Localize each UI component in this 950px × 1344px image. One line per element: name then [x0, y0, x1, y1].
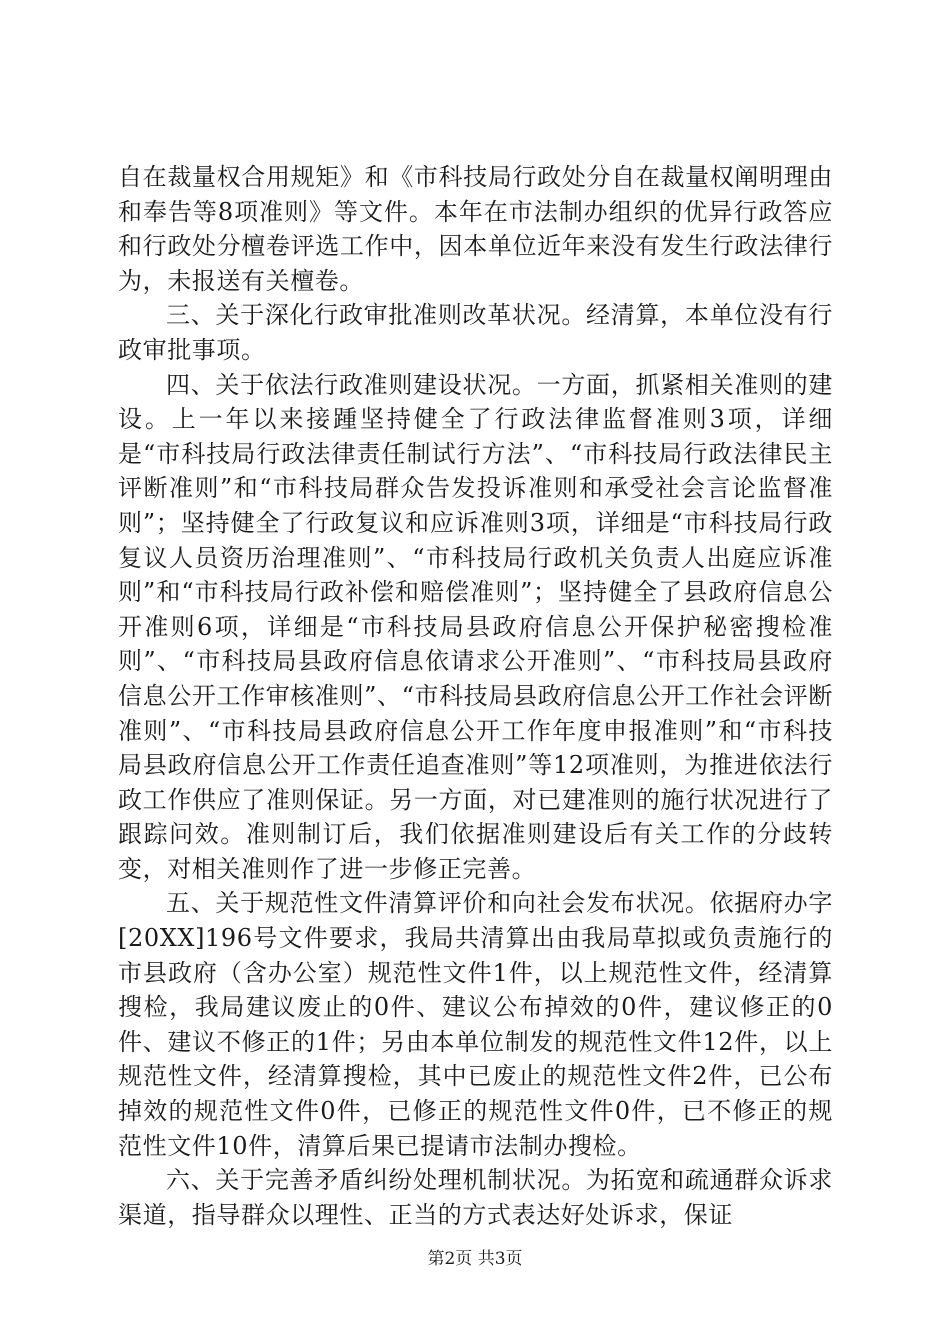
document-body: [118, 160, 833, 1232]
paragraph-section-three: 三、关于深化行政审批准则改革状况。经清算，本单位没有行政审批事项。: [118, 301, 833, 364]
paragraph-continuation: 自在裁量权合用规矩》和《市科技局行政处分自在裁量权阐明理由和奉告等8项准则》等文件。本年在市法制办组织的优异行政答应和行政处分檀卷评选工作中，因本单位近年来没有发生行政法律行为，未报送有关檀卷。: [118, 163, 833, 295]
paragraph-section-four: 四、关于依法行政准则建设状况。一方面，抓紧相关准则的建设。上一年以来接踵坚持健全了行政法律监督准则3项，详细是“市科技局行政法律责任制试行方法”、“市科技局行政法律民主评断准则”和“市科技局群众告发投诉准则和承受社会言论监督准则”；坚持健全了行政复议和应诉准则3项，详细是“市科技局行政复议人员资历治理准则”、“市科技局行政机关负责人出庭应诉准则”和“市科技局行政补偿和赔偿准则”；坚持健全了县政府信息公开准则6项，详细是“市科技局县政府信息公开保护秘密搜检准则”、“市科技局县政府信息依请求公开准则”、“市科技局县政府信息公开工作审核准则”、“市科技局县政府信息公开工作社会评断准则”、“市科技局县政府信息公开工作年度申报准则”和“市科技局县政府信息公开工作责任追查准则”等12项准则，为推进依法行政工作供应了准则保证。另一方面，对已建准则的施行状况进行了跟踪问效。准则制订后，我们依据准则建设后有关工作的分歧转变，对相关准则作了进一步修正完善。: [118, 370, 833, 883]
paragraph-section-five: 五、关于规范性文件清算评价和向社会发布状况。依据府办字[20XX]196号文件要求，我局共清算出由我局草拟或负责施行的市县政府（含办公室）规范性文件1件，以上规范性文件，经清算搜检，我局建议废止的0件、建议公布掉效的0件，建议修正的0件、建议不修正的1件；另由本单位制发的规范性文件12件，以上规范性文件，经清算搜检，其中已废止的规范性文件2件，已公布掉效的规范性文件0件，已修正的规范性文件0件，已不修正的规范性文件10件，清算后果已提请市法制办搜检。: [118, 889, 833, 1160]
paragraph-section-six: 六、关于完善矛盾纠纷处理机制状况。为拓宽和疏通群众诉求渠道，指导群众以理性、正当的方式表达好处诉求，保证: [118, 1166, 833, 1229]
page-footer: 第2页 共3页: [427, 1249, 523, 1269]
